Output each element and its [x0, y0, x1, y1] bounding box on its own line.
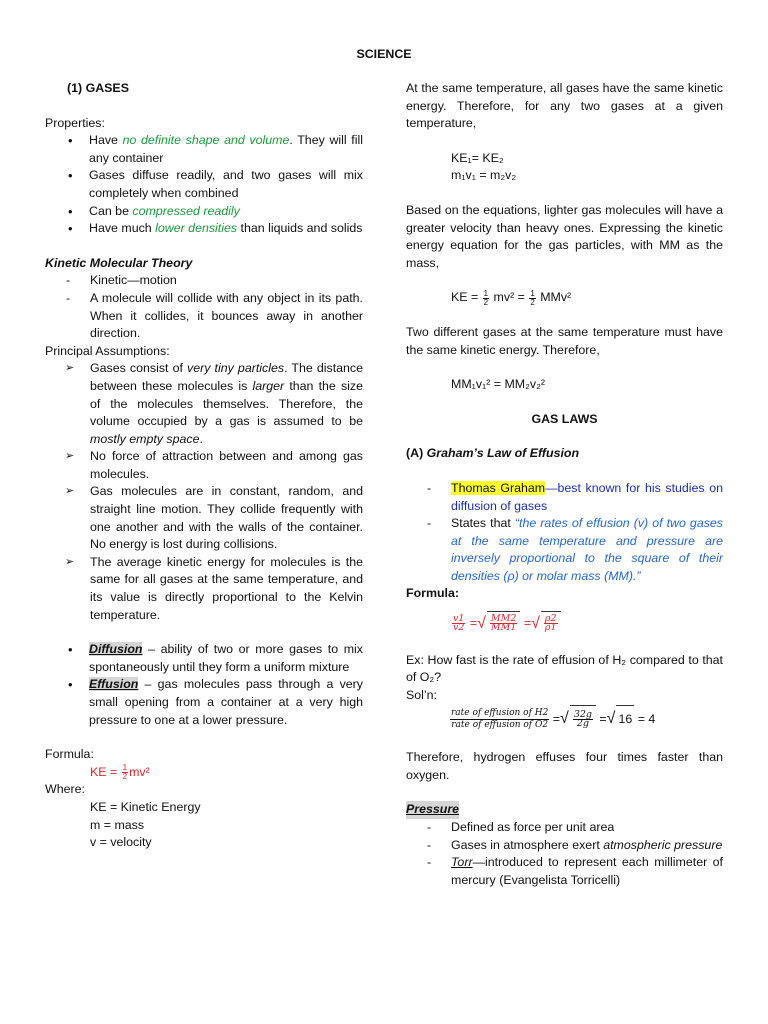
where-item: m = mass — [90, 817, 145, 832]
ke-formula: KE = $\frac{1}{2}$ mv² — [90, 763, 150, 781]
list-item: • Effusion – gas molecules pass through a very small opening from a container at a very high pressure to one at a lower pressure. — [45, 676, 363, 729]
gas-laws-heading: GAS LAWS — [531, 411, 598, 426]
formula-label: Formula: — [406, 586, 460, 601]
example-question: Ex: How fast is the rate of effusion of H₂ compared to that of O₂? — [406, 652, 723, 685]
list-item: - Gases in atmosphere exert atmospheric pressure — [406, 837, 723, 855]
list-item: - Torr—introduced to represent each millimeter of mercury (Evangelista Torricelli) — [406, 854, 723, 889]
solution-label: Sol’n: — [406, 687, 437, 702]
list-item: • Diffusion – ability of two or more gases to mix spontaneously until they form a uniform mixture — [45, 641, 363, 676]
paragraph: Two different gases at the same temperature must have the same kinetic energy. Therefore, — [406, 324, 723, 357]
list-item: - Thomas Graham—best known for his studies on diffusion of gases — [406, 480, 723, 515]
list-item: - A molecule will collide with any object in its path. When it collides, it bounces away in another direction. — [45, 290, 363, 343]
properties-list — [45, 132, 363, 238]
solution-equation: $\frac{\text{rate of effusion of H2}}{\text{rate of effusion of O2}}$ =√ $\frac{32g}{2g}$ =√ 16 = 4 — [406, 705, 723, 733]
formula-label: Formula: — [45, 747, 94, 762]
pressure-list — [406, 819, 723, 889]
list-item: ➢ Gas molecules are in constant, random, and straight line motion. They collide frequently with one another and with the walls of the container. No energy is lost during collisions. — [45, 483, 363, 553]
list-item: • Have no definite shape and volume. They will fill any container — [45, 132, 363, 167]
where-item: v = velocity — [90, 835, 152, 850]
list-item: - Defined as force per unit area — [406, 819, 723, 837]
list-item: ➢ No force of attraction between and among gas molecules. — [45, 448, 363, 483]
diffusion-term: Diffusion — [89, 642, 143, 657]
paragraph: Based on the equations, lighter gas molecules will have a greater velocity than heavy ones. Expressing the kinetic energy equation for the gas particles, with MM as the mass, — [406, 202, 723, 270]
ke-equation: KE = $\frac{1}{2}$ mv² = $\frac{1}{2}$ MMv² — [451, 288, 572, 307]
half-fraction: $\frac{1}{2}$ — [122, 763, 128, 781]
graham-list — [406, 480, 723, 586]
list-item: - Kinetic—motion — [45, 272, 363, 290]
effusion-term: Effusion — [89, 677, 139, 692]
list-item: ➢ The average kinetic energy for molecules is the same for all gases at the same temperature, and its value is directly proportional to the Kelvin temperature. — [45, 554, 363, 624]
right-column — [406, 80, 723, 889]
properties-label: Properties: — [45, 115, 105, 130]
definitions-list — [45, 641, 363, 729]
equation: MM₁v₁² = MM₂v₂² — [451, 377, 546, 392]
graham-formula: $\frac{v1}{v2}$ =√ $\frac{MM2}{MM1}$ =√ $\frac{\rho 2}{\rho 1}$ — [406, 611, 723, 635]
document-title: SCIENCE — [356, 47, 412, 61]
list-item: - States that “the rates of effusion (v) of two gases at the same temperature and pressure are inversely proportional to the square of their densities (ρ) or molar mass (MM).” — [406, 515, 723, 585]
graham-heading: (A) Graham’s Law of Effusion — [406, 446, 580, 461]
equation: m₁v₁ = m₂v₂ — [451, 168, 517, 183]
list-item: ➢ Gases consist of very tiny particles. The distance between these molecules is larger than the size of the molecules themselves. Therefore, the volume occupied by a gas is assumed to be mostly empty space. — [45, 360, 363, 448]
kmt-list — [45, 272, 363, 342]
list-item: • Can be compressed readily — [45, 203, 363, 221]
list-item: • Gases diffuse readily, and two gases will mix completely when combined — [45, 167, 363, 202]
where-item: KE = Kinetic Energy — [90, 799, 201, 814]
left-column — [45, 80, 363, 852]
intro-paragraph: At the same temperature, all gases have the same kinetic energy. Therefore, for any two gases at a given temperature, — [406, 81, 723, 131]
section-heading: (1) GASES — [67, 81, 129, 95]
list-item: • Have much lower densities than liquids and solids — [45, 220, 363, 238]
assumptions-list — [45, 360, 363, 624]
where-label: Where: — [45, 782, 85, 797]
pressure-heading: Pressure — [406, 801, 459, 819]
assumptions-label: Principal Assumptions: — [45, 343, 170, 358]
kmt-heading: Kinetic Molecular Theory — [45, 255, 193, 270]
equation: KE₁= KE₂ — [451, 150, 504, 165]
conclusion: Therefore, hydrogen effuses four times faster than oxygen. — [406, 750, 723, 782]
